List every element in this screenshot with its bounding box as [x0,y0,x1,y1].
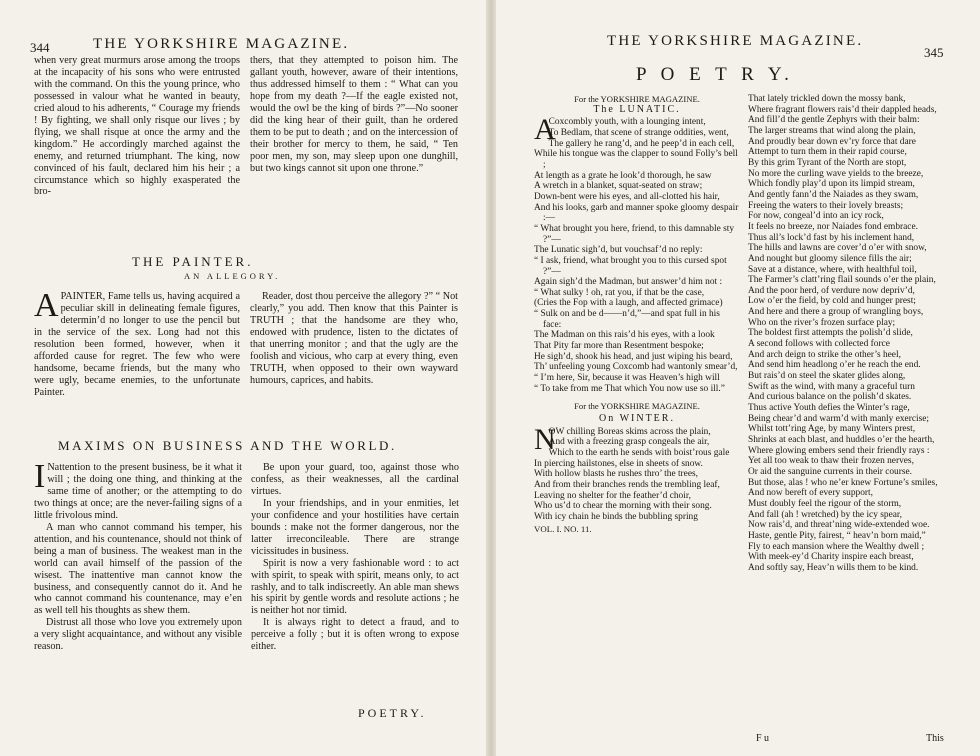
footer-mark: F u [756,733,770,744]
running-head: THE YORKSHIRE MAGAZINE. [93,36,350,52]
poetry-col1 [534,94,740,534]
verse-line: And now bereft of every support, [748,488,873,499]
section-title-maxims: MAXIMS ON BUSINESS AND THE WORLD. [58,438,397,453]
maxims-col1 [34,458,242,653]
verse-line: Must doubly feel the rigour of the storm, [748,498,902,509]
verse-line: And curious balance on the polish’d skates. [748,392,912,403]
verse-line: The Farmer’s clatt’ring flail sounds o’er the plain, [748,275,936,286]
verse-line: Where fragrant flowers rais’d their dappled heads, [748,104,937,115]
poem-source: For the YORKSHIRE MAGAZINE. [574,94,700,104]
verse-line: And fall (ah ! wretched) by the icy spear, [748,509,902,520]
verse-line: (Cries the Fop with a laugh, and affected grimace) [534,298,723,309]
verse-line: With hollow blasts he rushes thro’ the trees, [534,469,698,480]
verse-line: “ What sulky ! oh, rat you, if that be the case, [534,287,705,298]
verse-line: Shrinks at each blast, and huddles o’er the hearth, [748,435,935,445]
poetry-col2 [748,94,970,574]
poem-title: The LUNATIC. [593,103,681,115]
paragraph: Spirit is now a very fashionable word : to act with spirit, to speak with spirit, means only, to act rashly, and to talk indiscreetly. An able man shews his spirit by gentle words and resolute actions ; he is neither hot nor timid. [251,557,459,617]
page-number: 344 [30,40,50,55]
verse-line: And from their branches rends the trembling leaf, [534,479,720,490]
verse-line: And here and there a group of wrangling boys, [748,307,924,318]
verse-line: Yet all too weak to thaw their frozen nerves, [748,456,914,467]
verse-line: With meek-ey’d Charity inspire each breast, [748,552,914,563]
verse-line: OW chilling Boreas skims across the plain, [548,426,711,437]
poem-winter-continued [748,94,970,574]
paragraph: It is always right to detect a fraud, and to perceive a folly ; but it is often wrong to expose either. [251,617,459,653]
verse-line: A wretch in a blanket, squat-seated on straw; [534,181,703,192]
verse-line: The Lunatic sigh’d, but vouchsaf’d no reply: [534,245,703,256]
poem-title: On WINTER. [599,413,675,425]
section-title-painter: THE PAINTER. [132,254,254,269]
verse-line: Where glowing embers send their friendly rays : [748,445,930,456]
verse-line: And the poor herd, of verdure now depriv’d, [748,285,915,296]
poem-winter [534,422,740,523]
verse-line: To Bedlam, that scene of strange oddities, went, [548,127,729,138]
verse-line: Coxcombly youth, with a lounging intent, [548,117,706,128]
verse-line: Low o’er the field, by cold and hunger prest; [748,296,916,307]
verse-line: And send him headlong o’er he reach the end. [748,360,921,371]
verse-line: Who on the river’s frozen surface play; [748,317,896,328]
verse-line: Leaving no shelter for the feather’d choir, [534,490,691,501]
verse-line: And gently fann’d the Naiades as they swam, [748,189,919,200]
verse-line: “ To take from me That which You now use so ill.” [534,383,725,394]
paragraph: A man who cannot command his temper, his attention, and his countenance, should not think of being a man of business. The weakest man in the world can avail himself of the passion of the wisest. The inattentive man cannot know the business, and consequently cannot do it. And he who cannot command his countenance, may e’en as well tell his thoughts as shew them. [34,521,242,617]
verse-line: And his looks, garb and manner spoke gloomy despair :— [534,202,739,224]
verse-line: The gallery he rang’d, and he peep’d in each cell, [548,138,735,149]
paragraph: I Nattention to the present business, be it what it will ; the doing one thing, and thinking at the same time of another; or the attempting to do two things at once; are the never-failing signs of a little frivolous mind. [34,458,242,521]
verse-line: Th’ unfeeling young Coxcomb had wantonly smear’d, [534,362,738,373]
verse-line: Attempt to turn them in their rapid course, [748,147,907,158]
running-head: THE YORKSHIRE MAGAZINE. [607,33,864,49]
drop-cap: N [534,422,556,456]
verse-line: It feels no breeze, nor Naiades fond embrace. [748,221,918,232]
verse-line: Haste, gentle Pity, fairest, “ heav’n born maid,” [748,530,926,541]
verse-line: “ Sulk on and be d——n’d,”—and spat full in his face: [534,309,720,330]
poem-source: For the YORKSHIRE MAGAZINE. [574,401,700,412]
verse-line: By this grim Tyrant of the North are stopt, [748,157,907,168]
verse-line: At length as a grate he look’d thorough, he saw [534,170,712,181]
verse-line: Save at a distance, where, with healthful toil, [748,264,917,275]
drop-cap: A [34,287,59,324]
verse-line: Thus active Youth defies the Winter’s rage, [748,403,910,414]
verse-line: Who us’d to chear the morning with their song. [534,501,712,512]
verse-line: Freeing the waters to their lovely breasts; [748,200,904,211]
continued-text-col1 [34,55,240,198]
catchword: POETRY. [358,706,427,720]
verse-line: Thus all’s lock’d fast by his inclement hand, [748,232,915,243]
verse-line: And arch deign to strike the other’s heel, [748,349,901,360]
painter-col1 [34,287,240,399]
verse-line: Which fondly play’d upon its limpid stream, [748,179,915,190]
verse-line: And softly say, Heav’n wills them to be kind. [748,562,919,573]
verse-line: No more the curling wave yields to the breeze, [748,168,924,179]
verse-line: Whilst tott’ring Age, by many Winters prest, [748,424,916,435]
paragraph: In your friendships, and in your enmities, let your confidence and your hostilities have certain bounds : make not the former dangerous, nor the latter irreconcileable. There are strange vicissitudes in business. [251,497,459,557]
maxims-col2 [251,462,459,653]
paragraph: thers, that they attempted to poison him. The gallant youth, however, aware of their intentions, thus addressed himself to them : “ What can you hope from my death ?—If the eagle existed not, would the owl be the king of birds ?”—No sooner did the king hear of their guilt, than he ordered them to be put to death ; and on the intercession of their brother for mercy to them, he said, “ Ten poor men, my son, may sleep upon one dunghill, but two kings cannot sit upon one throne.” [250,55,458,174]
verse-line: That Pity far more than Resentment bespoke; [534,341,704,352]
verse-line: And nought but gloomy silence fills the air; [748,253,912,264]
poetry-title: P O E T R Y. [636,64,794,85]
verse-line: Being chear’d and warm’d with manly exercise; [748,413,930,424]
verse-line: The boldest first attempts the polish’d slide, [748,328,913,339]
verse-line: Swift as the wind, with many a graceful turn [748,381,915,392]
paragraph: Be upon your guard, too, against those who confess, as their weaknesses, all the cardinal virtues. [251,462,459,497]
verse-line: He sigh’d, shook his head, and just wiping his beard, [534,351,733,362]
paragraph: when very great murmurs arose among the troops at the incapacity of his sons who were entrusted with the command. On this the young prince, who possessed in valour what he wanted in beauty, cried aloud to his adherents, “ Courage my friends ! By fighting, we shall only risque our lives ; by flying, we shall risque at once the army and the kingdom.” He accordingly marched against the enemy, and returned triumphant. The king, now convinced of his fault, declared him his heir ; a circumstance which so highly exasperated the bro- [34,55,240,198]
verse-line: Which to the earth he sends with boist’rous gale [548,448,730,458]
paragraph: APAINTER, Fame tells us, having acquired a peculiar skill in delineating female figures, determin’d no longer to use the pencil but in the service of the sex. Long had not this resolution been formed, however, when it afforded cause for regret. The few who were handsome, became friends, but the many who were ugly, became enemies, to the unfortunate Painter. [34,287,240,398]
verse-line: With icy chain he binds the bubbling spring [534,511,698,522]
verse-line: But those, alas ! who ne’er knew Fortune’s smiles, [748,477,938,488]
verse-line: “ I ask, friend, what brought you to this cursed spot ?”— [534,255,727,277]
verse-line: Again sigh’d the Madman, but answer’d him not : [534,277,723,288]
verse-line: The hills and lawns are cover’d o’er with snow, [748,243,927,254]
paragraph: Reader, dost thou perceive the allegory ?” “ Not clearly,” you add. Then know that this Painter is TRUTH ; that the handsome are they who, endowed with prudence, listen to the dictates of that unerring monitor ; and that the ugly are the foolish and vicious, who carp at every thing, even TRUTH, when opposed to their own wayward humours, caprices, and habits. [250,291,458,386]
painter-col2 [250,291,458,387]
verse-line: Down-bent were his eyes, and all-clotted his hair, [534,191,720,202]
verse-line: In piercing hailstones, else in sheets of snow. [534,458,703,469]
verse-line: And fill’d the gentle Zephyrs with their balm: [748,115,920,126]
page-number: 345 [924,45,944,60]
section-subtitle-allegory: AN ALLEGORY. [184,271,281,281]
verse-line: And proudly bear down ev’ry force that dare [748,136,916,147]
verse-line: Or aid the sanguine currents in their course. [748,466,913,477]
verse-line: For now, congeal’d into an icy rock, [748,211,884,222]
drop-cap: A [534,113,556,147]
verse-line: The Madman on this rais’d his eyes, with a look [534,330,715,341]
left-page [0,0,488,756]
verse-line: That lately trickled down the mossy bank, [748,94,906,104]
catchword: This [926,733,944,744]
right-page [494,0,980,756]
verse-line: “ I’m here, Sir, because it was Heaven’s high will [534,373,720,384]
verse-line: While his tongue was the clapper to sound Folly’s bell ; [534,149,738,170]
signature-mark: VOL. I. NO. 11. [534,523,592,534]
drop-cap: I [34,458,46,495]
poem-lunatic [534,113,740,394]
verse-line: But rais’d on steel the skater glides along, [748,371,906,382]
verse-line: The larger streams that wind along the plain, [748,125,916,136]
verse-line: And with a freezing grasp congeals the air, [548,437,710,448]
verse-line: A second follows with collected force [748,339,890,350]
verse-line: Now rais’d, and threat’ning wide-extended woe. [748,520,930,531]
paragraph: Distrust all those who love you extremely upon a very slight acquaintance, and without any visible reason. [34,617,242,653]
continued-text-col2 [250,55,458,175]
verse-line: Fly to each mansion where the Wealthy dwell ; [748,541,925,552]
verse-line: “ What brought you here, friend, to this damnable sty ?”— [534,223,735,245]
